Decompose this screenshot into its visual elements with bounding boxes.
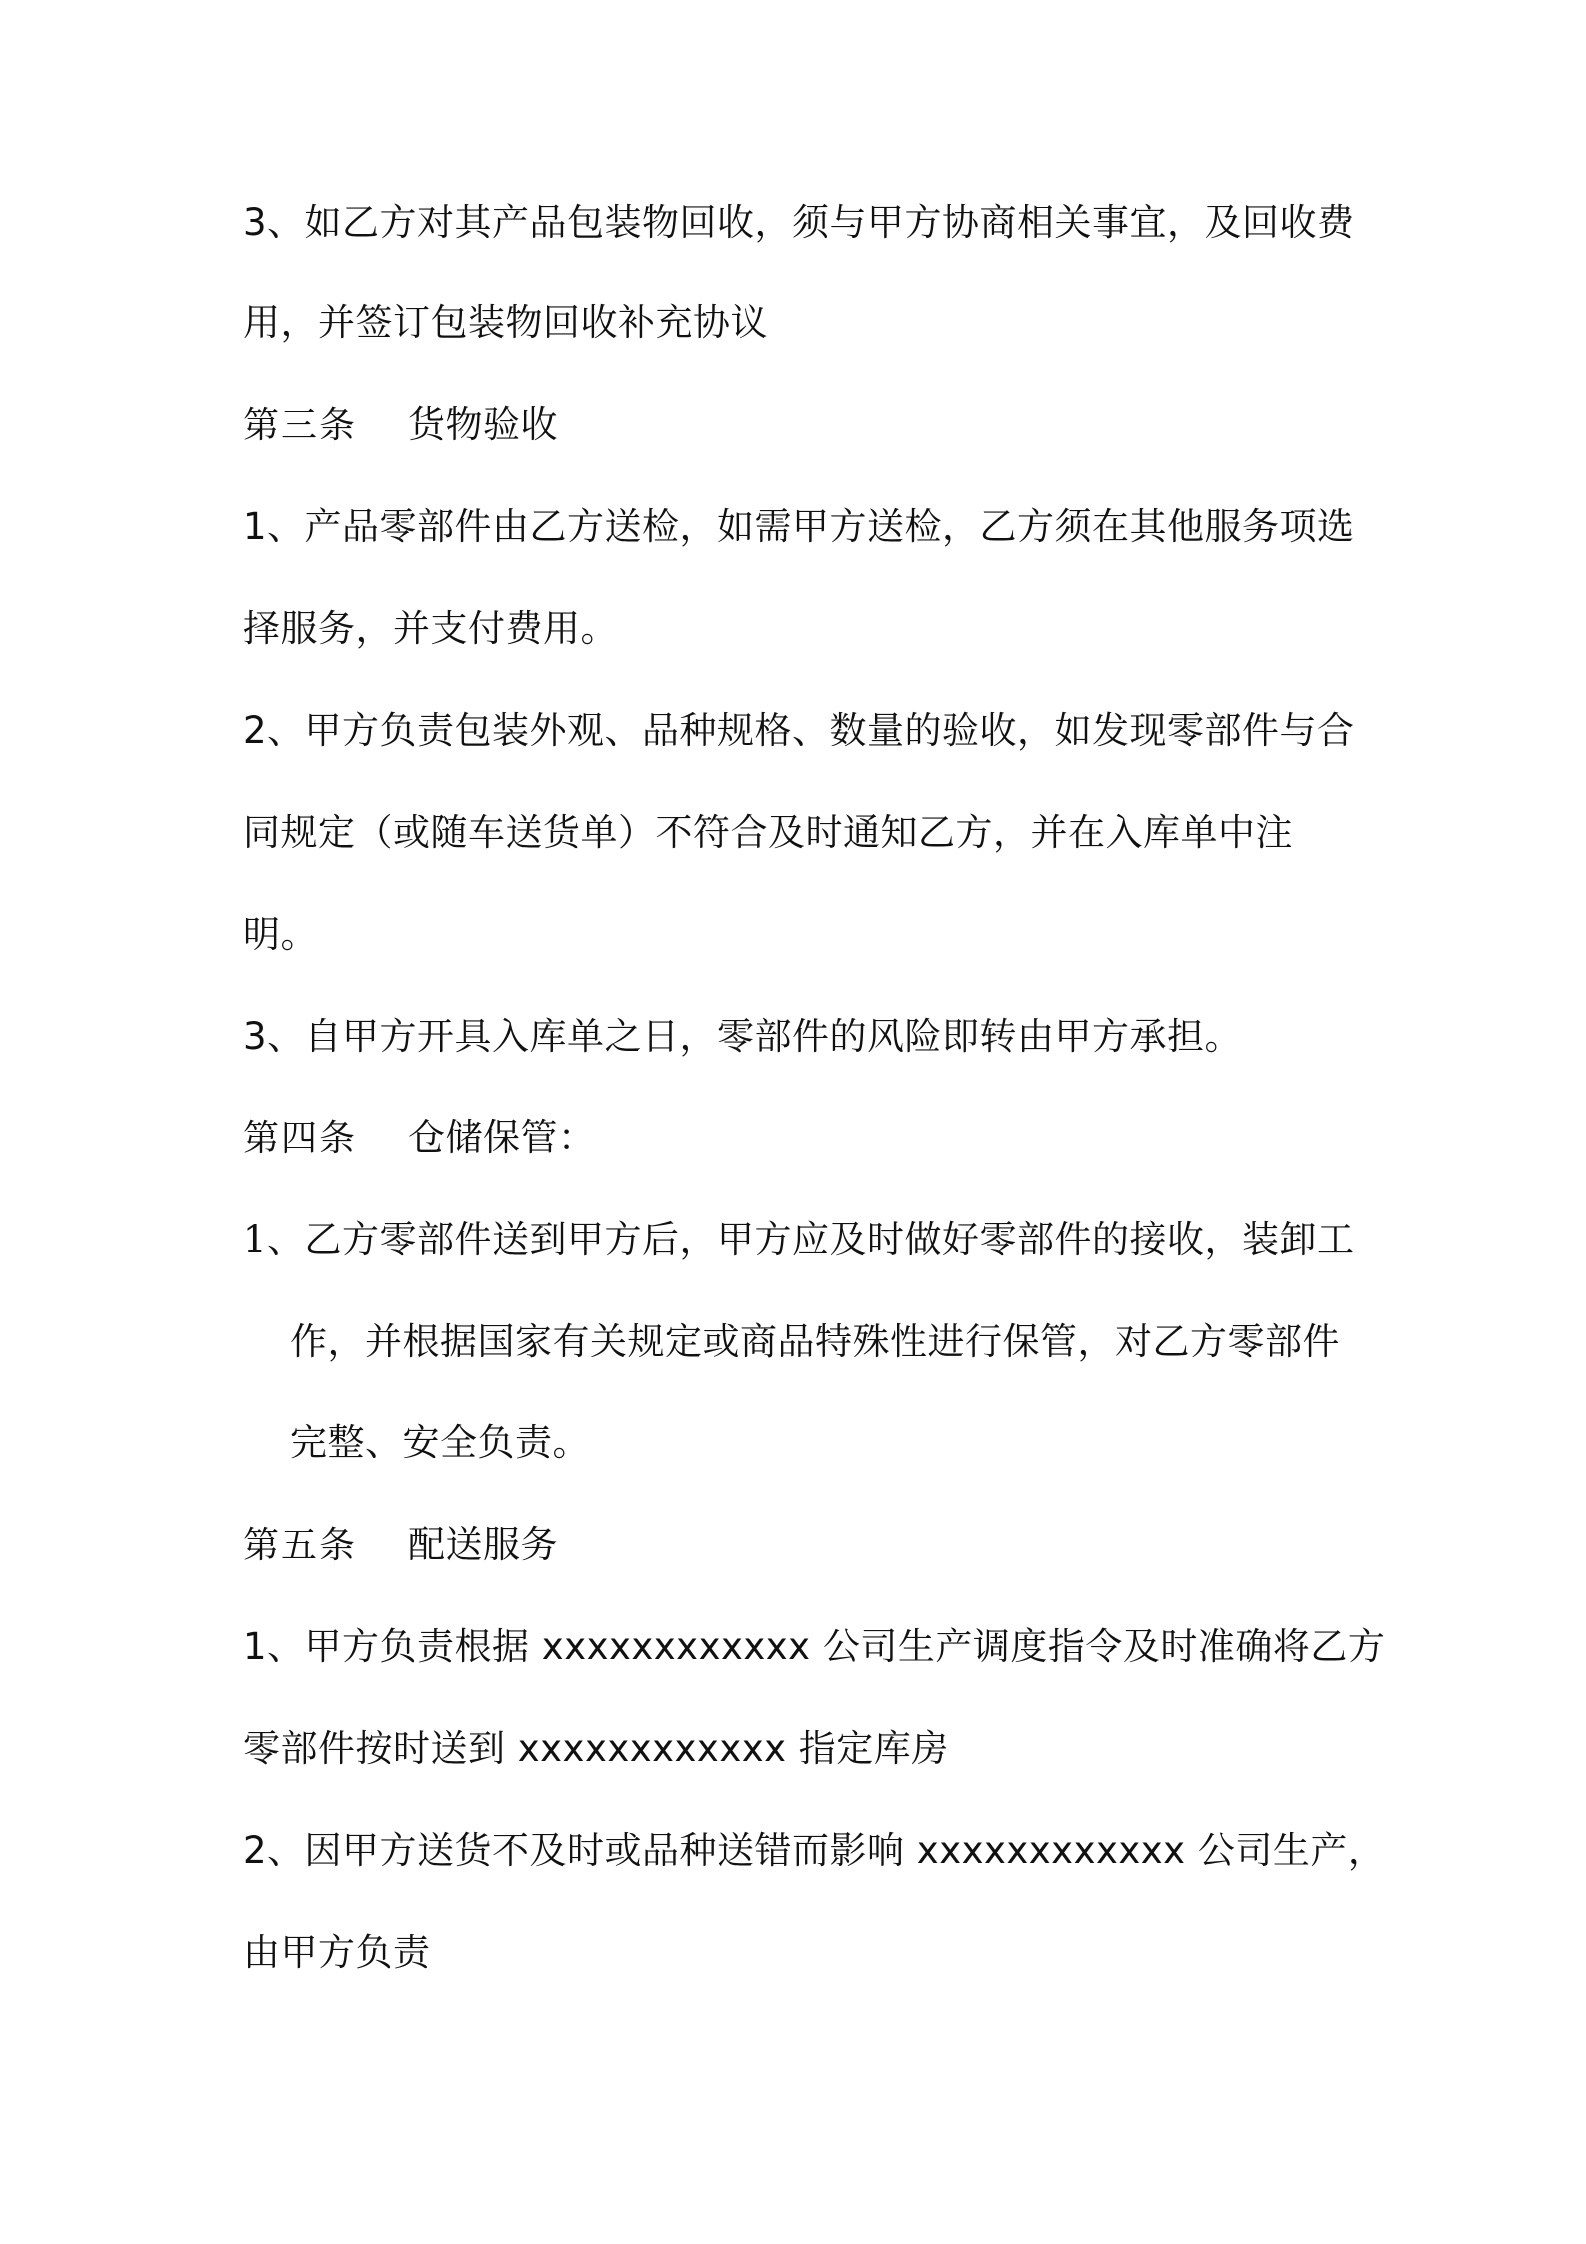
article-title: 仓储保管： <box>408 1116 596 1159</box>
clause-paragraph: 同规定（或随车送货单）不符合及时通知乙方，并在入库单中注 <box>243 811 1293 854</box>
clause-paragraph <box>243 1215 1355 1265</box>
clause-paragraph: 择服务，并支付费用。 <box>243 607 618 650</box>
article-title: 货物验收 <box>408 403 558 446</box>
article-heading <box>243 400 558 451</box>
article-title: 配送服务 <box>408 1523 558 1566</box>
article-heading <box>243 1113 596 1164</box>
clause-paragraph: 用，并签订包装物回收补充协议 <box>243 301 768 344</box>
clause-paragraph: 完整、安全负责。 <box>290 1421 590 1464</box>
clause-paragraph: 由甲方负责 <box>243 1931 431 1974</box>
clause-paragraph: 明。 <box>243 913 318 956</box>
clause-paragraph: 1、甲方负责根据 xxxxxxxxxxxx 公司生产调度指令及时准确将乙方 <box>243 1625 1386 1668</box>
clause-paragraph: 2、甲方负责包装外观、品种规格、数量的验收，如发现零部件与合 <box>243 709 1355 752</box>
clause-paragraph: 3、自甲方开具入库单之日，零部件的风险即转由甲方承担。 <box>243 1015 1243 1058</box>
article-number: 第三条 <box>243 405 358 446</box>
clause-number: 1、 <box>243 1218 305 1261</box>
clause-paragraph: 3、如乙方对其产品包装物回收，须与甲方协商相关事宜，及回收费 <box>243 201 1355 244</box>
clause-text: 乙方零部件送到甲方后，甲方应及时做好零部件的接收，装卸工 <box>304 1218 1355 1261</box>
article-number: 第四条 <box>243 1118 358 1159</box>
clause-paragraph: 2、因甲方送货不及时或品种送错而影响 xxxxxxxxxxxx 公司生产， <box>243 1829 1386 1872</box>
clause-paragraph: 作，并根据国家有关规定或商品特殊性进行保管，对乙方零部件 <box>290 1320 1340 1363</box>
article-number: 第五条 <box>243 1525 358 1566</box>
article-heading <box>243 1520 558 1571</box>
clause-paragraph: 1、产品零部件由乙方送检，如需甲方送检，乙方须在其他服务项选 <box>243 505 1355 548</box>
clause-paragraph: 零部件按时送到 xxxxxxxxxxxx 指定库房 <box>243 1727 949 1770</box>
